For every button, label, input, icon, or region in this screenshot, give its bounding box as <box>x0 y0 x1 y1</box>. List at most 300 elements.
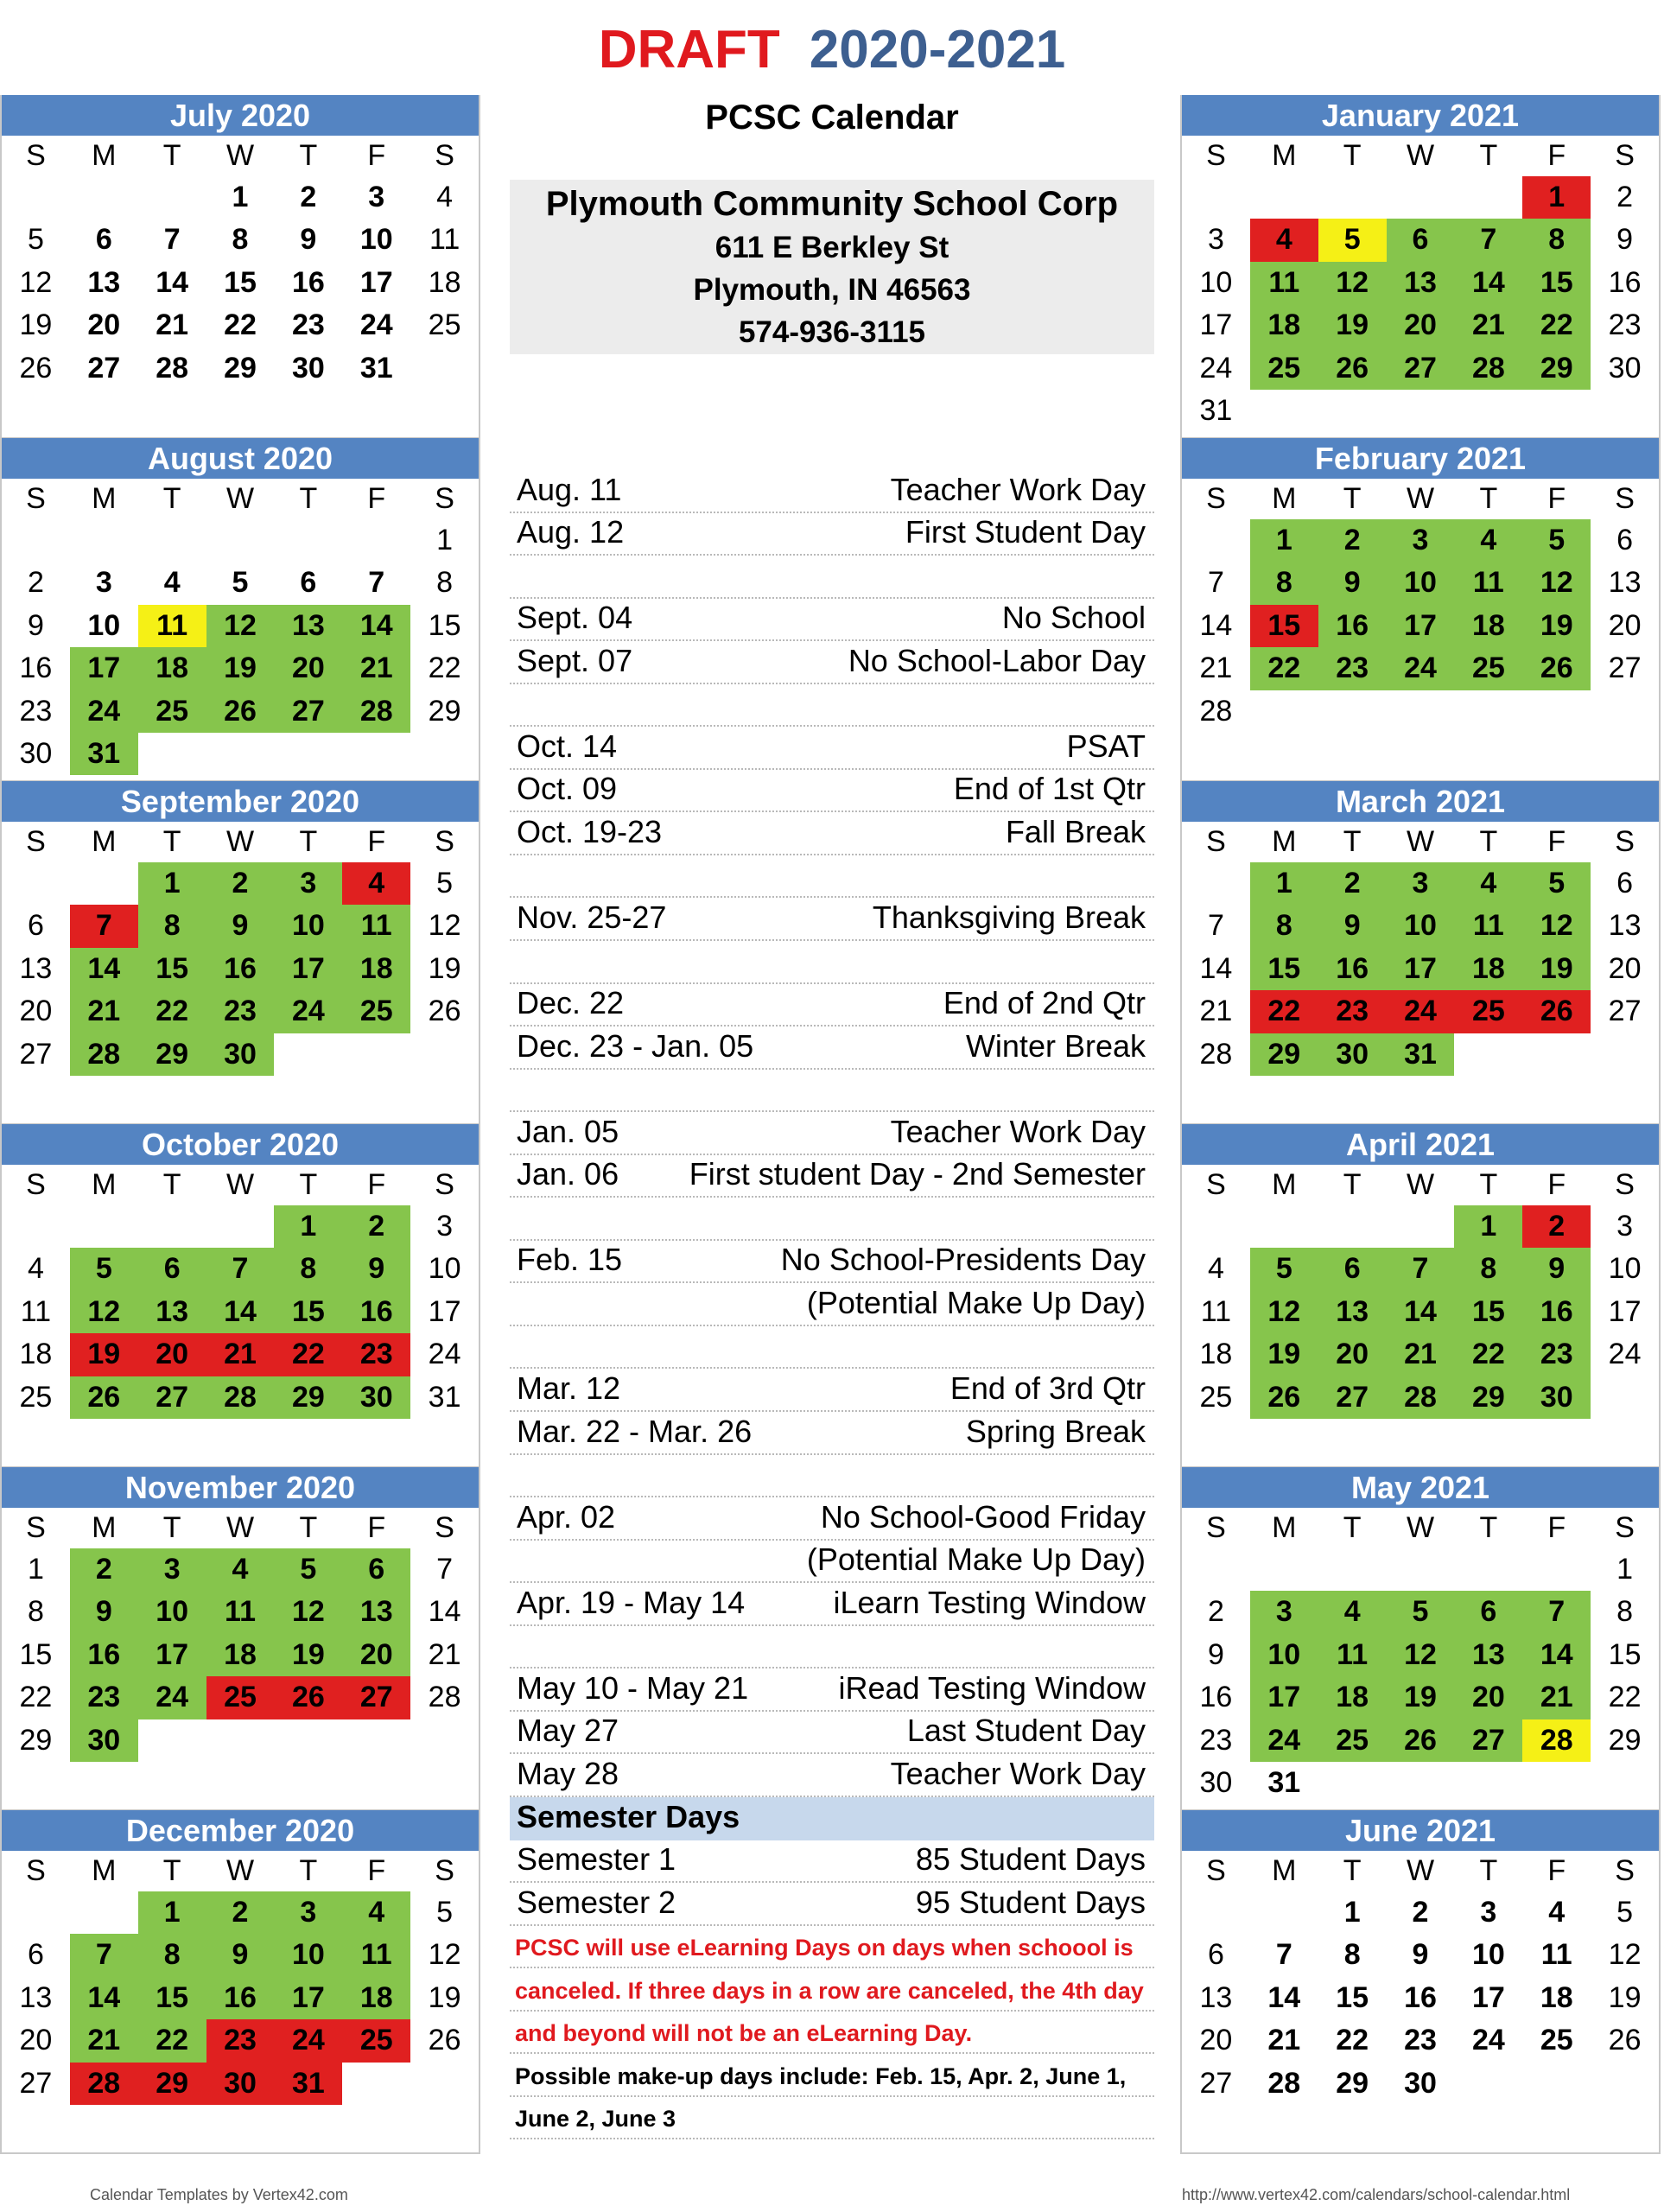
day-cell: 7 <box>70 905 138 947</box>
event-date: Oct. 14 <box>517 728 618 764</box>
weekday-label: M <box>1272 825 1297 858</box>
day-cell: 12 <box>1608 1938 1642 1972</box>
day-cell: 2 <box>1616 181 1634 213</box>
day-cell: 17 <box>1387 605 1455 647</box>
day-cell <box>1250 1205 1318 1248</box>
day-cell: 3 <box>274 1891 342 1934</box>
day-cell: 28 <box>428 1681 461 1714</box>
day-cell: 29 <box>1454 1376 1522 1419</box>
day-cell: 19 <box>19 308 53 342</box>
event-name: Teacher Work Day <box>890 471 1146 507</box>
event-row <box>510 1497 1154 1541</box>
day-cell: 16 <box>206 1977 275 2019</box>
day-cell: 30 <box>342 1376 410 1419</box>
week-row <box>1182 219 1659 261</box>
day-cell: 24 <box>359 308 393 342</box>
day-cell: 9 <box>1412 1938 1429 1972</box>
day-cell: 27 <box>19 1037 53 1071</box>
weekday-label: M <box>92 139 117 172</box>
weekday-label: T <box>162 825 181 858</box>
day-cell: 29 <box>1522 347 1591 390</box>
elearning-note <box>510 1968 1154 2012</box>
day-cell: 1 <box>1250 862 1318 905</box>
day-cell: 1 <box>1250 519 1318 562</box>
day-cell: 5 <box>1250 1248 1318 1290</box>
day-cell: 28 <box>206 1376 275 1419</box>
day-cell: 18 <box>206 1634 275 1676</box>
day-cell: 12 <box>1522 562 1591 604</box>
week-row <box>1182 562 1659 604</box>
day-cell: 25 <box>1318 1719 1387 1762</box>
day-cell: 6 <box>1454 1591 1522 1633</box>
event-row <box>510 1369 1154 1412</box>
day-cell: 16 <box>291 265 325 299</box>
weekday-label: F <box>367 1168 386 1201</box>
day-cell: 15 <box>1336 1980 1369 2014</box>
day-cell: 12 <box>1522 905 1591 947</box>
weekday-label: W <box>1406 825 1435 858</box>
day-cell <box>410 347 479 390</box>
event-date: May 10 - May 21 <box>517 1669 749 1706</box>
day-cell: 16 <box>1318 605 1387 647</box>
week-row <box>1182 1891 1659 1934</box>
month-title: May 2021 <box>1182 1467 1659 1508</box>
day-cell: 7 <box>163 223 181 257</box>
day-cell: 7 <box>1454 219 1522 261</box>
week-row <box>1182 605 1659 647</box>
event-name: End of 3rd Qtr <box>949 1370 1146 1407</box>
elearning-note <box>510 1926 1154 1969</box>
day-cell: 9 <box>1522 1248 1591 1290</box>
day-cell: 18 <box>138 647 206 690</box>
weekday-label: S <box>1206 139 1226 172</box>
event-date: Aug. 12 <box>517 514 625 550</box>
day-cell: 19 <box>1250 1333 1318 1376</box>
day-cell: 24 <box>274 990 342 1033</box>
day-cell: 2 <box>1522 1205 1591 1248</box>
day-cell: 27 <box>1199 2066 1233 2100</box>
day-cell: 16 <box>342 1291 410 1333</box>
event-row <box>510 984 1154 1027</box>
week-row <box>1182 862 1659 905</box>
week-row <box>2 1205 479 1248</box>
day-cell: 13 <box>138 1291 206 1333</box>
event-row <box>510 1155 1154 1198</box>
day-cell: 20 <box>19 995 53 1028</box>
day-cell: 27 <box>1608 652 1642 685</box>
weekday-label: T <box>1479 1511 1498 1544</box>
day-cell: 12 <box>70 1291 138 1333</box>
day-cell: 15 <box>19 1637 53 1671</box>
day-cell <box>1318 1548 1387 1591</box>
week-row <box>2 1333 479 1376</box>
week-row <box>2 990 479 1033</box>
weekday-label: T <box>299 1168 318 1201</box>
day-cell: 12 <box>206 605 275 647</box>
day-cell: 16 <box>1199 1681 1233 1714</box>
day-cell: 24 <box>1199 351 1233 385</box>
day-cell: 16 <box>1608 265 1642 299</box>
week-row <box>2 562 479 604</box>
day-cell: 1 <box>27 1553 44 1586</box>
week-row <box>2 1891 479 1934</box>
month-calendar <box>1180 1467 1661 1811</box>
weekday-label: S <box>435 1168 454 1201</box>
event-name: (Potential Make Up Day) <box>806 1541 1146 1578</box>
day-cell <box>2 519 70 562</box>
day-cell: 18 <box>1454 605 1522 647</box>
day-cell: 30 <box>1318 1033 1387 1076</box>
day-cell: 31 <box>1267 1765 1301 1799</box>
day-cell <box>1454 1033 1522 1076</box>
week-row <box>1182 1934 1659 1976</box>
week-row <box>2 1248 479 1290</box>
weekday-label: F <box>1547 1168 1566 1201</box>
event-name: Thanksgiving Break <box>872 899 1146 936</box>
day-cell: 3 <box>95 566 112 600</box>
day-cell <box>1318 1205 1387 1248</box>
day-cell: 17 <box>359 265 393 299</box>
event-row <box>510 641 1154 684</box>
day-cell: 4 <box>1318 1591 1387 1633</box>
day-cell <box>1522 2063 1591 2105</box>
day-cell: 4 <box>1207 1252 1224 1286</box>
makeup-days-note-text: June 2, June 3 <box>515 2106 676 2133</box>
day-cell: 26 <box>1608 2024 1642 2057</box>
day-cell <box>1318 690 1387 733</box>
day-cell: 20 <box>1608 951 1642 985</box>
event-row <box>510 556 1154 599</box>
week-row <box>2 1376 479 1419</box>
day-cell: 8 <box>436 566 454 600</box>
day-cell: 20 <box>274 647 342 690</box>
day-cell: 21 <box>428 1637 461 1671</box>
day-cell: 8 <box>232 223 249 257</box>
day-cell: 6 <box>95 223 112 257</box>
week-row <box>1182 1548 1659 1591</box>
day-cell <box>342 1033 410 1076</box>
day-cell: 14 <box>1199 608 1233 642</box>
day-cell: 27 <box>138 1376 206 1419</box>
day-cell: 29 <box>19 1723 53 1757</box>
day-cell: 12 <box>1318 262 1387 304</box>
day-cell: 17 <box>1471 1980 1505 2014</box>
day-cell: 20 <box>1387 304 1455 346</box>
week-row <box>1182 390 1659 432</box>
day-cell: 23 <box>1522 1333 1591 1376</box>
week-row <box>2 176 479 219</box>
week-row <box>2 948 479 990</box>
day-cell: 21 <box>1199 652 1233 685</box>
day-cell <box>1591 390 1659 432</box>
day-cell: 29 <box>1608 1723 1642 1757</box>
day-cell: 24 <box>1250 1719 1318 1762</box>
event-row <box>510 1283 1154 1326</box>
day-cell: 8 <box>138 905 206 947</box>
week-row <box>2 690 479 733</box>
event-date: Sept. 07 <box>517 642 633 678</box>
event-date: May 28 <box>517 1755 619 1791</box>
day-cell <box>1250 390 1318 432</box>
weekday-label: T <box>1343 482 1362 515</box>
event-row <box>510 1070 1154 1113</box>
weekday-header <box>2 1165 479 1205</box>
day-cell: 1 <box>1522 176 1591 219</box>
event-row <box>510 1754 1154 1797</box>
weekday-label: T <box>162 1854 181 1887</box>
day-cell <box>1182 1205 1250 1248</box>
week-row <box>1182 519 1659 562</box>
day-cell: 14 <box>428 1595 461 1629</box>
day-cell: 30 <box>206 2063 275 2105</box>
day-cell: 22 <box>19 1681 53 1714</box>
weekday-label: T <box>162 482 181 515</box>
day-cell: 5 <box>436 867 454 899</box>
day-cell <box>274 1719 342 1762</box>
day-cell: 18 <box>1454 948 1522 990</box>
day-cell: 15 <box>1250 948 1318 990</box>
weekday-header <box>1182 479 1659 519</box>
day-cell: 9 <box>1318 562 1387 604</box>
day-cell: 2 <box>27 566 44 600</box>
event-name: 85 Student Days <box>915 1841 1146 1878</box>
day-cell: 30 <box>291 351 325 385</box>
day-cell: 15 <box>1250 605 1318 647</box>
day-cell: 14 <box>1267 1980 1301 2014</box>
day-cell: 5 <box>1387 1591 1455 1633</box>
day-cell: 2 <box>206 1891 275 1934</box>
day-cell: 4 <box>436 181 454 213</box>
event-name: No School <box>1001 600 1146 636</box>
elearning-note-text: canceled. If three days in a row are canceled, the 4th day <box>515 1977 1144 2004</box>
event-name: No School-Presidents Day <box>780 1242 1146 1278</box>
day-cell <box>1318 176 1387 219</box>
day-cell: 12 <box>274 1591 342 1633</box>
event-date: Jan. 06 <box>517 1156 619 1192</box>
weekday-label: T <box>1343 139 1362 172</box>
week-row <box>2 905 479 947</box>
day-cell <box>70 1205 138 1248</box>
day-cell: 11 <box>342 1934 410 1976</box>
day-cell: 12 <box>428 909 461 943</box>
day-cell: 15 <box>428 608 461 642</box>
week-row <box>1182 2019 1659 2062</box>
day-cell: 15 <box>1608 1637 1642 1671</box>
week-row <box>1182 1634 1659 1676</box>
weekday-label: F <box>367 825 386 858</box>
day-cell <box>1387 1205 1455 1248</box>
day-cell: 20 <box>342 1634 410 1676</box>
day-cell: 26 <box>428 995 461 1028</box>
day-cell: 23 <box>206 2019 275 2062</box>
day-cell: 6 <box>342 1548 410 1591</box>
day-cell <box>342 1719 410 1762</box>
day-cell: 10 <box>1387 562 1455 604</box>
day-cell: 30 <box>1608 351 1642 385</box>
day-cell: 10 <box>274 1934 342 1976</box>
day-cell <box>138 1205 206 1248</box>
day-cell <box>1387 390 1455 432</box>
day-cell: 17 <box>138 1634 206 1676</box>
day-cell: 11 <box>429 223 460 257</box>
day-cell <box>138 1719 206 1762</box>
day-cell: 8 <box>1250 905 1318 947</box>
day-cell: 25 <box>428 308 461 342</box>
day-cell: 26 <box>1318 347 1387 390</box>
day-cell: 11 <box>1250 262 1318 304</box>
weekday-header <box>1182 136 1659 176</box>
day-cell: 6 <box>1616 524 1634 556</box>
day-cell <box>1591 1033 1659 1076</box>
week-row <box>2 647 479 690</box>
day-cell: 22 <box>1608 1681 1642 1714</box>
week-row <box>1182 948 1659 990</box>
weekday-label: S <box>1615 139 1635 172</box>
day-cell: 9 <box>206 905 275 947</box>
day-cell <box>1182 1891 1250 1934</box>
day-cell: 19 <box>70 1333 138 1376</box>
weekday-header <box>2 136 479 176</box>
page-title <box>0 16 1664 85</box>
day-cell: 7 <box>70 1934 138 1976</box>
day-cell: 3 <box>1480 1896 1497 1929</box>
footer-credit: Calendar Templates by Vertex42.com <box>90 2186 348 2203</box>
day-cell: 24 <box>428 1338 461 1371</box>
weekday-label: M <box>1272 1854 1297 1887</box>
day-cell: 11 <box>20 1294 52 1328</box>
event-date: Oct. 19-23 <box>517 813 663 849</box>
day-cell: 14 <box>70 1977 138 2019</box>
day-cell: 23 <box>342 1333 410 1376</box>
weekday-label: F <box>1547 482 1566 515</box>
week-row <box>1182 1762 1659 1804</box>
day-cell <box>138 733 206 775</box>
month-title: October 2020 <box>2 1124 479 1165</box>
day-cell <box>2 862 70 905</box>
month-calendar <box>1180 1810 1661 2154</box>
day-cell: 17 <box>1250 1676 1318 1719</box>
event-date: Oct. 09 <box>517 771 618 807</box>
weekday-label: T <box>1479 482 1498 515</box>
day-cell: 25 <box>1454 647 1522 690</box>
month-title: November 2020 <box>2 1467 479 1508</box>
day-cell <box>1522 690 1591 733</box>
day-cell <box>70 176 138 219</box>
day-cell: 24 <box>138 1676 206 1719</box>
footer-url[interactable]: http://www.vertex42.com/calendars/school-calendar.html <box>1182 2186 1571 2203</box>
day-cell: 13 <box>1387 262 1455 304</box>
event-row <box>510 1198 1154 1241</box>
day-cell: 12 <box>428 1938 461 1972</box>
week-row <box>2 733 479 775</box>
day-cell: 14 <box>1522 1634 1591 1676</box>
weekday-label: M <box>1272 139 1297 172</box>
day-cell: 3 <box>1250 1591 1318 1633</box>
day-cell: 19 <box>1522 948 1591 990</box>
day-cell: 28 <box>156 351 189 385</box>
week-row <box>1182 1248 1659 1290</box>
weekday-label: W <box>225 1168 255 1201</box>
day-cell: 22 <box>1522 304 1591 346</box>
day-cell: 7 <box>1207 909 1224 943</box>
day-cell <box>1454 390 1522 432</box>
weekday-label: T <box>1479 1168 1498 1201</box>
week-row <box>2 2063 479 2105</box>
day-cell: 14 <box>1387 1291 1455 1333</box>
day-cell: 7 <box>1275 1938 1292 1972</box>
day-cell: 18 <box>1250 304 1318 346</box>
day-cell <box>274 733 342 775</box>
month-title: August 2020 <box>2 438 479 479</box>
day-cell: 27 <box>1318 1376 1387 1419</box>
day-cell: 5 <box>274 1548 342 1591</box>
day-cell: 28 <box>1199 1037 1233 1071</box>
weekday-label: W <box>1406 1511 1435 1544</box>
month-title: September 2020 <box>2 781 479 822</box>
day-cell: 20 <box>1318 1333 1387 1376</box>
weekday-label: S <box>26 139 46 172</box>
day-cell: 26 <box>1522 647 1591 690</box>
day-cell: 14 <box>70 948 138 990</box>
day-cell: 21 <box>1387 1333 1455 1376</box>
event-row <box>510 1626 1154 1669</box>
day-cell: 7 <box>1522 1591 1591 1633</box>
weekday-label: S <box>1615 482 1635 515</box>
day-cell: 22 <box>138 2019 206 2062</box>
day-cell: 22 <box>224 308 257 342</box>
event-date: Aug. 11 <box>517 471 622 507</box>
events-list <box>510 470 1154 2139</box>
day-cell <box>410 1033 479 1076</box>
day-cell: 5 <box>436 1896 454 1929</box>
day-cell: 13 <box>1318 1291 1387 1333</box>
day-cell <box>206 519 275 562</box>
weekday-label: S <box>1615 1854 1635 1887</box>
day-cell <box>410 1719 479 1762</box>
event-date: Semester 1 <box>517 1841 676 1878</box>
day-cell <box>1250 1891 1318 1934</box>
day-cell: 1 <box>274 1205 342 1248</box>
event-name: (Potential Make Up Day) <box>806 1284 1146 1320</box>
event-row <box>510 1412 1154 1455</box>
day-cell: 1 <box>138 1891 206 1934</box>
day-cell: 30 <box>70 1719 138 1762</box>
weekday-label: T <box>1343 1854 1362 1887</box>
weekday-label: T <box>1479 1854 1498 1887</box>
day-cell: 25 <box>1540 2024 1573 2057</box>
weekday-label: S <box>1206 1511 1226 1544</box>
weekday-label: T <box>299 482 318 515</box>
day-cell: 11 <box>1454 562 1522 604</box>
day-cell <box>1318 390 1387 432</box>
day-cell: 8 <box>1343 1938 1361 1972</box>
day-cell: 29 <box>138 2063 206 2105</box>
day-cell: 8 <box>1454 1248 1522 1290</box>
day-cell: 13 <box>1608 909 1642 943</box>
weekday-label: W <box>1406 482 1435 515</box>
weekday-label: W <box>225 139 255 172</box>
draft-label: DRAFT <box>598 20 780 79</box>
day-cell <box>274 519 342 562</box>
day-cell: 12 <box>1250 1291 1318 1333</box>
weekday-label: T <box>162 139 181 172</box>
week-row <box>2 862 479 905</box>
day-cell <box>2 1205 70 1248</box>
event-row <box>510 727 1154 770</box>
day-cell: 25 <box>342 990 410 1033</box>
day-cell: 5 <box>1522 862 1591 905</box>
event-date: Mar. 12 <box>517 1370 621 1407</box>
